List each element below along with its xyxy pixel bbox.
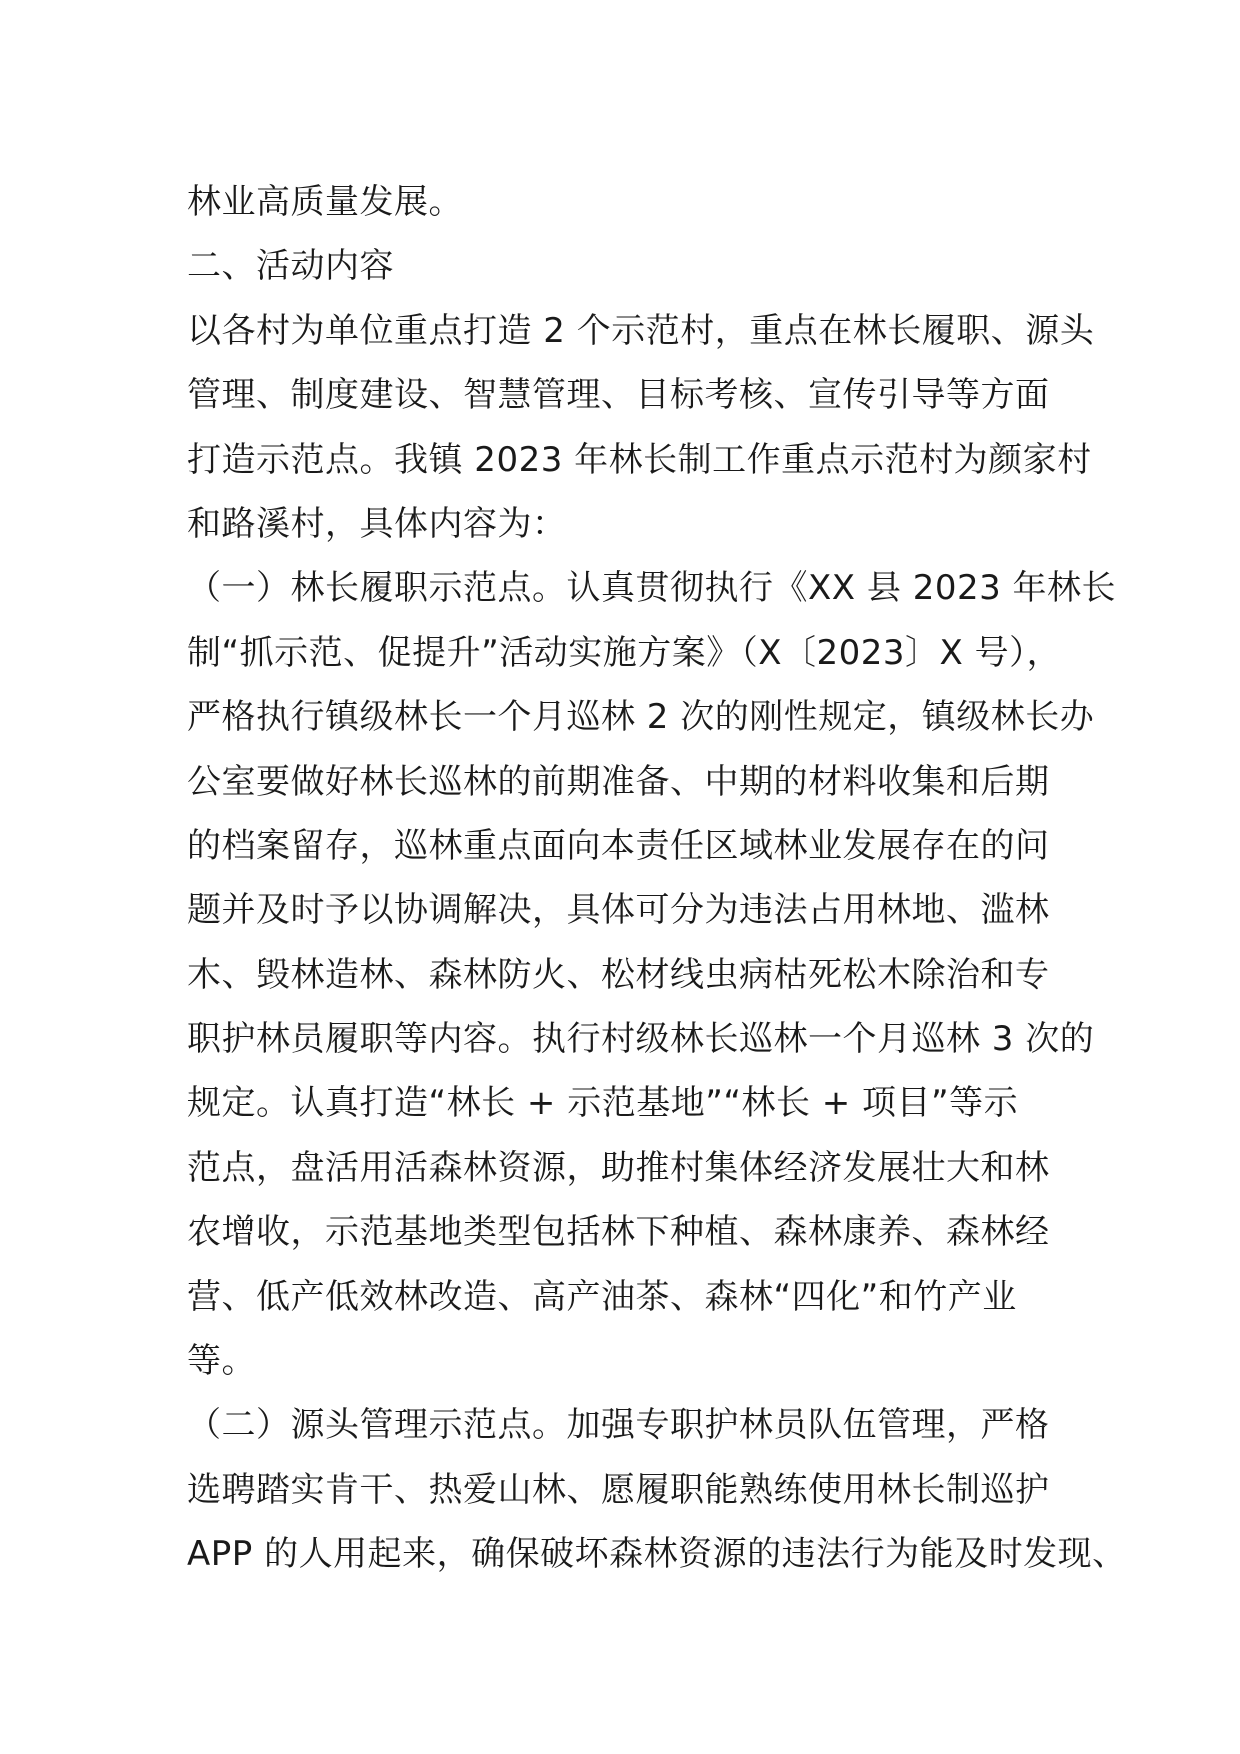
text-line: 木、毁林造林、森林防火、松材线虫病枯死松木除治和专 <box>187 954 1050 995</box>
text-line: 严格执行镇级林长一个月巡林 2 次的刚性规定，镇级林长办 <box>187 697 1095 738</box>
text-line: 题并及时予以协调解决，具体可分为违法占用林地、滥林 <box>187 890 1050 931</box>
text-line: 管理、制度建设、智慧管理、目标考核、宣传引导等方面 <box>187 375 1050 416</box>
text-line: 选聘踏实肯干、热爱山林、愿履职能熟练使用林长制巡护 <box>187 1469 1050 1510</box>
text-line: 范点，盘活用活森林资源，助推村集体经济发展壮大和林 <box>187 1147 1050 1188</box>
section-heading: 二、活动内容 <box>187 246 394 287</box>
text-line: （二）源头管理示范点。加强专职护林员队伍管理，严格 <box>187 1405 1050 1446</box>
text-line: 规定。认真打造“林长 + 示范基地”“林长 + 项目”等示 <box>187 1083 1019 1124</box>
document-body <box>187 170 1127 1587</box>
text-line: 公室要做好林长巡林的前期准备、中期的材料收集和后期 <box>187 761 1050 802</box>
text-line: 等。 <box>187 1341 256 1382</box>
text-line: 打造示范点。我镇 2023 年林长制工作重点示范村为颜家村 <box>187 439 1092 480</box>
text-line: 职护林员履职等内容。执行村级林长巡林一个月巡林 3 次的 <box>187 1019 1095 1060</box>
text-line: 营、低产低效林改造、高产油茶、森林“四化”和竹产业 <box>187 1276 1017 1317</box>
text-line: （一）林长履职示范点。认真贯彻执行《XX 县 2023 年林长 <box>187 568 1117 609</box>
text-line: 制“抓示范、促提升”活动实施方案》（X〔2023〕X 号）， <box>187 632 1062 673</box>
text-line: APP 的人用起来，确保破坏森林资源的违法行为能及时发现、 <box>187 1534 1127 1575</box>
text-line: 林业高质量发展。 <box>187 182 463 222</box>
text-line: 以各村为单位重点打造 2 个示范村，重点在林长履职、源头 <box>187 310 1095 351</box>
text-line: 和路溪村，具体内容为： <box>187 503 567 544</box>
text-line: 的档案留存，巡林重点面向本责任区域林业发展存在的问 <box>187 825 1050 866</box>
text-line: 农增收，示范基地类型包括林下种植、森林康养、森林经 <box>187 1212 1050 1253</box>
